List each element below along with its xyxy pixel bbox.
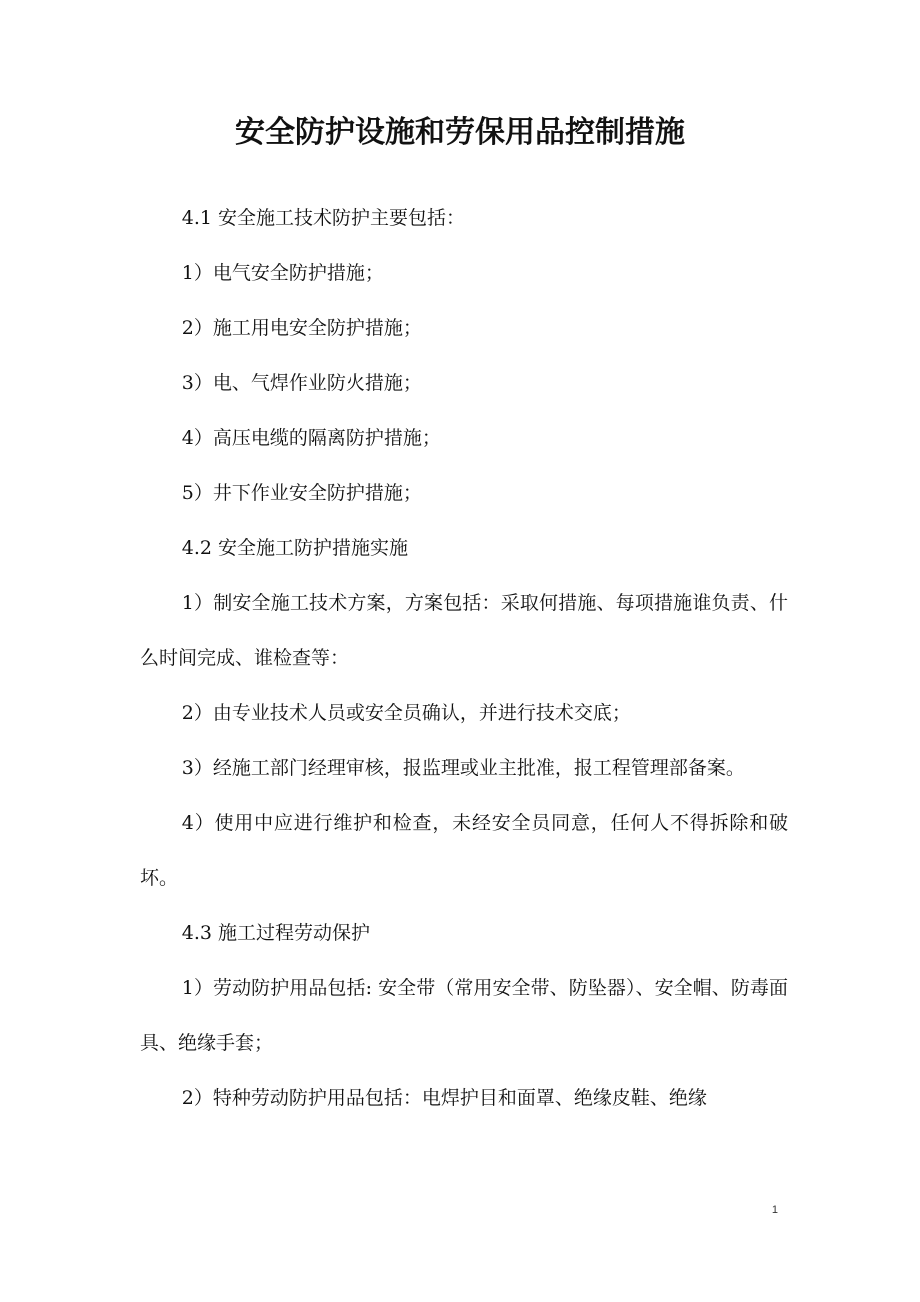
section-heading-4-3: 4.3 施工过程劳动保护 (181, 922, 371, 944)
list-item: 1）制安全施工技术方案，方案包括：采取何措施、每项措施谁负责、什么时间完成、谁检查等： (140, 592, 788, 669)
list-item: 4）高压电缆的隔离防护措施； (181, 427, 441, 449)
list-item: 4）使用中应进行维护和检查，未经安全员同意，任何人不得拆除和破坏。 (140, 812, 788, 889)
list-item: 2）特种劳动防护用品包括：电焊护目和面罩、绝缘皮鞋、绝缘 (181, 1087, 707, 1109)
document-body (140, 191, 788, 1126)
list-item: 2）施工用电安全防护措施； (181, 317, 422, 339)
list-item: 2）由专业技术人员或安全员确认，并进行技术交底； (181, 702, 631, 724)
list-item: 1）劳动防护用品包括: 安全带（常用安全带、防坠器）、安全帽、防毒面具、绝缘手套； (140, 977, 788, 1054)
section-heading-4-2: 4.2 安全施工防护措施实施 (181, 537, 409, 559)
list-item: 5）井下作业安全防护措施； (181, 482, 422, 504)
list-item: 3）电、气焊作业防火措施； (181, 372, 422, 394)
list-item: 3）经施工部门经理审核，报监理或业主批准，报工程管理部备案。 (181, 757, 745, 779)
list-item: 1）电气安全防护措施； (181, 262, 384, 284)
page-number: 1 (771, 1204, 778, 1216)
document-title: 安全防护设施和劳保用品控制措施 (235, 115, 685, 150)
section-heading-4-1: 4.1 安全施工技术防护主要包括： (181, 207, 466, 229)
